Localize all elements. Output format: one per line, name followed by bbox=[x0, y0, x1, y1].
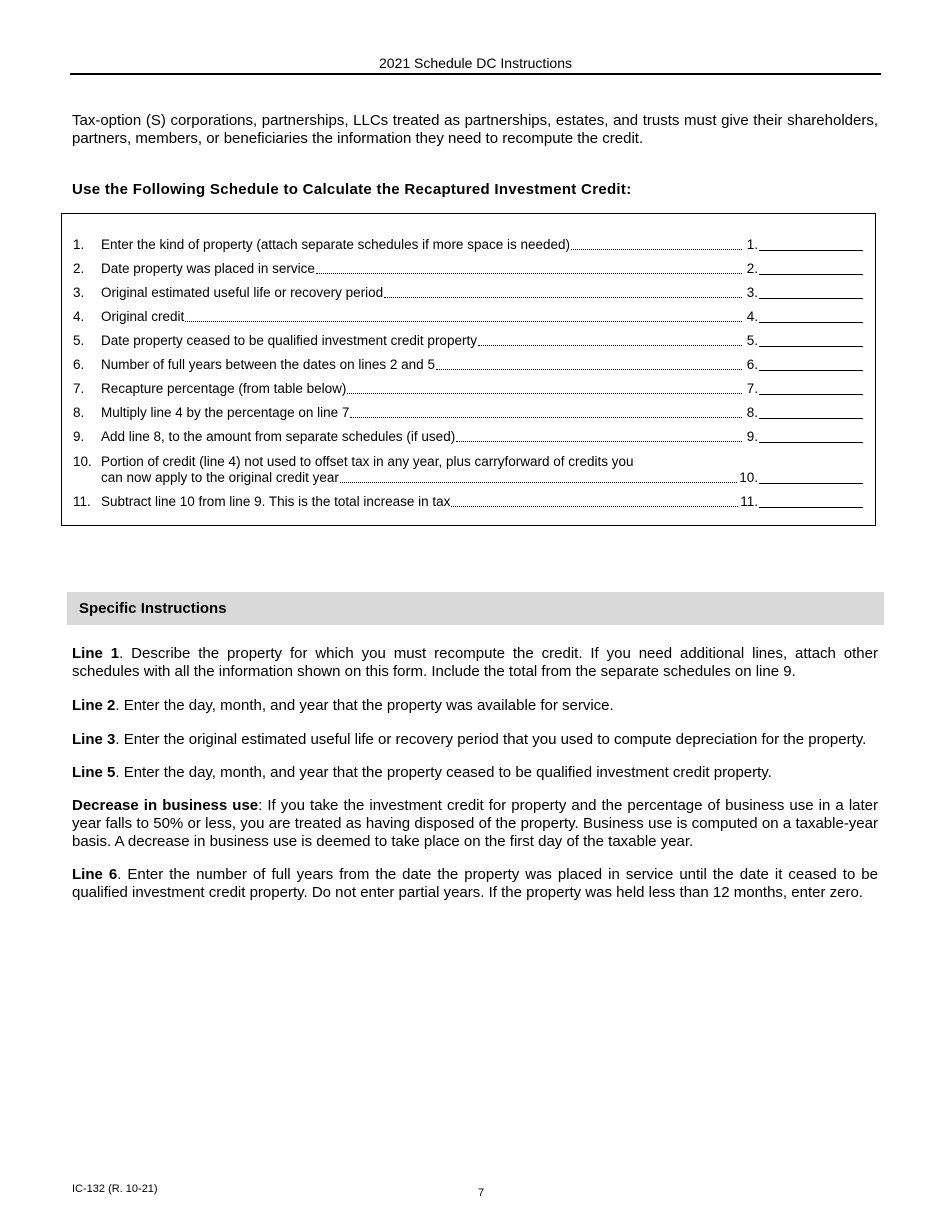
instruction-lead: Decrease in business use bbox=[72, 797, 259, 814]
line-number: 8. bbox=[73, 405, 85, 420]
leader-dots bbox=[384, 296, 742, 298]
line-ref: 8. bbox=[746, 405, 758, 420]
line-label: Multiply line 4 by the percentage on line 7 bbox=[101, 405, 350, 420]
line-number: 2. bbox=[73, 261, 85, 276]
line-2-entry-field[interactable] bbox=[759, 273, 863, 275]
leader-dots bbox=[456, 440, 742, 442]
instruction-text: . Enter the day, month, and year that the property was available for service. bbox=[115, 697, 614, 714]
instruction-line-5 bbox=[72, 764, 878, 782]
leader-dots bbox=[436, 368, 742, 370]
line-number: 3. bbox=[73, 285, 85, 300]
line-number: 11. bbox=[73, 494, 91, 509]
line-ref: 3. bbox=[746, 285, 758, 300]
leader-dots bbox=[340, 481, 737, 483]
instruction-line-3 bbox=[72, 731, 878, 749]
instruction-line-2 bbox=[72, 697, 878, 715]
line-ref: 11. bbox=[740, 494, 758, 509]
leader-dots bbox=[185, 320, 742, 322]
leader-dots bbox=[451, 505, 738, 507]
page-number: 7 bbox=[478, 1187, 485, 1199]
line-label: Date property ceased to be qualified investment credit property bbox=[101, 333, 477, 348]
line-number: 9. bbox=[73, 429, 85, 444]
line-ref: 1. bbox=[746, 237, 758, 252]
line-label: Enter the kind of property (attach separate schedules if more space is needed) bbox=[101, 237, 571, 252]
leader-dots bbox=[478, 344, 742, 346]
line-number: 4. bbox=[73, 309, 85, 324]
recapture-schedule-box bbox=[61, 213, 876, 526]
form-id: IC-132 (R. 10-21) bbox=[72, 1183, 158, 1195]
line-10-entry-field[interactable] bbox=[759, 482, 863, 484]
line-label: Recapture percentage (from table below) bbox=[101, 381, 347, 396]
line-ref: 6. bbox=[746, 357, 758, 372]
instruction-lead: Line 2 bbox=[72, 697, 116, 714]
instruction-text: . Enter the number of full years from the date the property was placed in service until the date it ceased to be qualified investment credit property. Do not enter partial years. If the property was held less than 12 months, enter zero. bbox=[72, 866, 878, 901]
leader-dots bbox=[571, 248, 742, 250]
line-11-entry-field[interactable] bbox=[759, 506, 863, 508]
line-number: 6. bbox=[73, 357, 85, 372]
instruction-text: . Enter the original estimated useful life or recovery period that you used to compute depreciation for the property. bbox=[115, 731, 867, 748]
line-1-entry-field[interactable] bbox=[759, 249, 863, 251]
line-label-part-1: Portion of credit (line 4) not used to offset tax in any year, plus carryforward of credits you bbox=[101, 454, 634, 469]
line-label: Add line 8, to the amount from separate schedules (if used) bbox=[101, 429, 456, 444]
section-title: Specific Instructions bbox=[79, 600, 227, 617]
line-label-part-2: can now apply to the original credit year bbox=[101, 470, 339, 485]
instruction-lead: Line 5 bbox=[72, 764, 116, 781]
instruction-lead: Line 3 bbox=[72, 731, 116, 748]
line-label: Original estimated useful life or recovery period bbox=[101, 285, 384, 300]
line-4-entry-field[interactable] bbox=[759, 321, 863, 323]
line-label: Original credit bbox=[101, 309, 185, 324]
line-number: 1. bbox=[73, 237, 85, 252]
instruction-line-1 bbox=[72, 645, 878, 681]
instruction-lead: Line 1 bbox=[72, 645, 120, 662]
leader-dots bbox=[350, 416, 742, 418]
instruction-text: . Describe the property for which you must recompute the credit. If you need additional lines, attach other schedules with all the information shown on this form. Include the total from the separate schedules on line 9. bbox=[72, 645, 878, 680]
line-ref: 4. bbox=[746, 309, 758, 324]
line-number: 7. bbox=[73, 381, 85, 396]
line-ref: 7. bbox=[746, 381, 758, 396]
line-6-entry-field[interactable] bbox=[759, 369, 863, 371]
page-header: 2021 Schedule DC Instructions bbox=[70, 55, 881, 75]
instruction-decrease-business-use bbox=[72, 797, 878, 851]
schedule-heading: Use the Following Schedule to Calculate the Recaptured Investment Credit: bbox=[72, 181, 632, 198]
line-3-entry-field[interactable] bbox=[759, 297, 863, 299]
line-label: Date property was placed in service bbox=[101, 261, 315, 276]
line-7-entry-field[interactable] bbox=[759, 393, 863, 395]
line-number: 10. bbox=[73, 454, 92, 469]
line-ref: 10. bbox=[739, 470, 758, 485]
instruction-text: . Enter the day, month, and year that the property ceased to be qualified investment credit property. bbox=[115, 764, 772, 781]
line-label: Number of full years between the dates on lines 2 and 5 bbox=[101, 357, 435, 372]
line-9-entry-field[interactable] bbox=[759, 441, 863, 443]
instruction-text: : If you take the investment credit for property and the percentage of business use in a later year falls to 50% or less, you are treated as having disposed of the property. Business use is computed on a taxable-year basis. A decrease in business use is deemed to take place on the first day of the taxable year. bbox=[72, 797, 878, 850]
leader-dots bbox=[347, 392, 742, 394]
line-8-entry-field[interactable] bbox=[759, 417, 863, 419]
intro-paragraph: Tax-option (S) corporations, partnerships, LLCs treated as partnerships, estates, and trusts must give their shareholders, partners, members, or beneficiaries the information they need to recompute the credit. bbox=[72, 112, 878, 147]
line-label: Subtract line 10 from line 9. This is the total increase in tax bbox=[101, 494, 451, 509]
line-ref: 2. bbox=[746, 261, 758, 276]
leader-dots bbox=[316, 272, 742, 274]
line-ref: 5. bbox=[746, 333, 758, 348]
instruction-lead: Line 6 bbox=[72, 866, 118, 883]
instruction-line-6 bbox=[72, 866, 878, 902]
line-5-entry-field[interactable] bbox=[759, 345, 863, 347]
line-ref: 9. bbox=[746, 429, 758, 444]
line-number: 5. bbox=[73, 333, 85, 348]
specific-instructions-header bbox=[67, 592, 884, 625]
